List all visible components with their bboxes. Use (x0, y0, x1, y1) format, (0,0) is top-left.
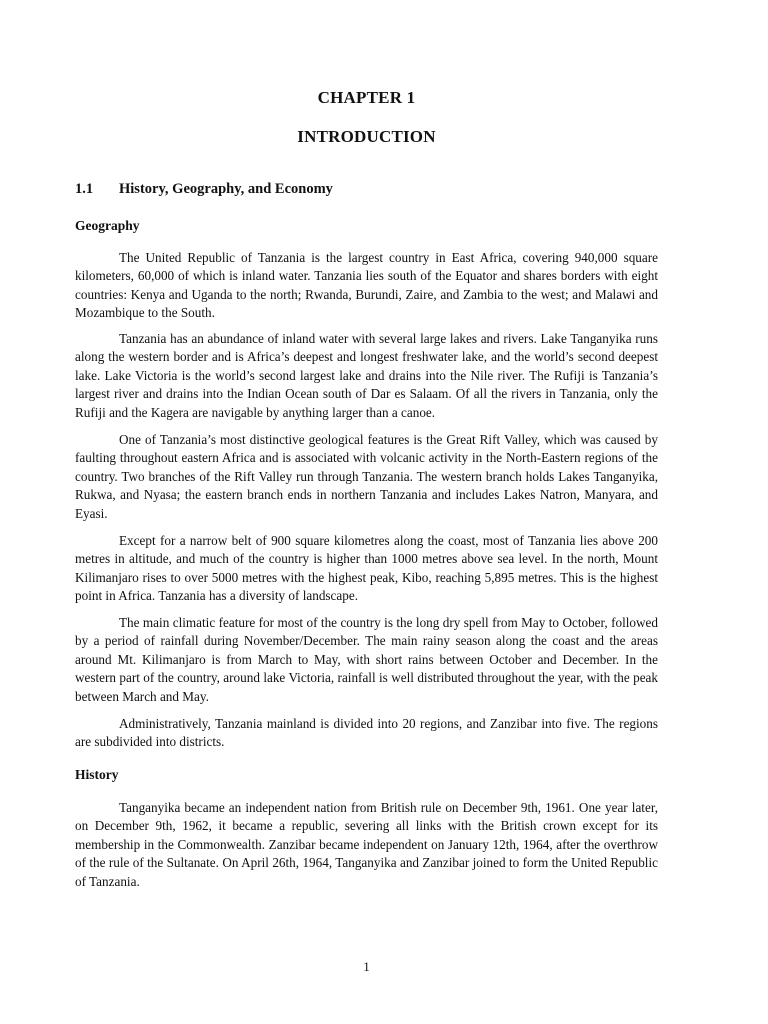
geography-paragraph-6: Administratively, Tanzania mainland is divided into 20 regions, and Zanzibar into five. The regions are subdivided into districts. (75, 716, 658, 750)
geography-paragraph-2: Tanzania has an abundance of inland water with several large lakes and rivers. Lake Tanganyika runs along the western border and is Africa’s deepest and longest freshwater lake, and the world’s second deepest lake. Lake Victoria is the world’s second largest lake and drains into the Nile river. The Rufiji is Tanzania’s largest river and drains into the Indian Ocean south of Dar es Salaam. Of all the rivers in Tanzania, only the Rufiji and the Kagera are navigable by anything larger than a canoe. (75, 331, 658, 420)
chapter-number: CHAPTER 1 (317, 88, 416, 107)
history-paragraph-1: Tanganyika became an independent nation from British rule on December 9th, 1961. One year later, on December 9th, 1962, it became a republic, severing all links with the British crown except for its membership in the Commonwealth. Zanzibar became independent on January 12th, 1964, after the overthrow of the rule of the Sultanate. On April 26th, 1964, Tanganyika and Zanzibar joined to form the United Republic of Tanzania. (75, 800, 658, 889)
section-heading (75, 181, 658, 198)
document-page (75, 0, 658, 1024)
geography-paragraph-4: Except for a narrow belt of 900 square kilometres along the coast, most of Tanzania lies above 200 metres in altitude, and much of the country is higher than 1000 metres above sea level. In the north, Mount Kilimanjaro rises to over 5000 metres with the highest peak, Kibo, reaching 5,895 metres. This is the highest point in Africa. Tanzania has a diversity of landscape. (75, 533, 658, 604)
chapter-title: INTRODUCTION (297, 127, 436, 146)
geography-paragraph-1: The United Republic of Tanzania is the largest country in East Africa, covering 940,000 square kilometers, 60,000 of which is inland water. Tanzania lies south of the Equator and shares borders with eight countries: Kenya and Uganda to the north; Rwanda, Burundi, Zaire, and Zambia to the west; and Malawi and Mozambique to the South. (75, 250, 658, 321)
geography-paragraph-3: One of Tanzania’s most distinctive geological features is the Great Rift Valley, which was caused by faulting throughout eastern Africa and is associated with volcanic activity in the North-Eastern regions of the country. Two branches of the Rift Valley run through Tanzania. The western branch holds Lakes Tanganyika, Rukwa, and Nyasa; the eastern branch ends in northern Tanzania and includes Lakes Natron, Manyara, and Eyasi. (75, 432, 658, 521)
geography-paragraph-5: The main climatic feature for most of the country is the long dry spell from May to October, followed by a period of rainfall during November/December. The main rainy season along the coast and the areas around Mt. Kilimanjaro is from March to May, with short rains between October and December. In the western part of the country, around lake Victoria, rainfall is well distributed throughout the year, with the peak between March and May. (75, 615, 658, 704)
history-heading: History (75, 767, 119, 782)
section-title: History, Geography, and Economy (119, 181, 333, 197)
page-number: 1 (363, 959, 370, 974)
section-number: 1.1 (75, 181, 94, 197)
geography-heading: Geography (75, 218, 140, 233)
